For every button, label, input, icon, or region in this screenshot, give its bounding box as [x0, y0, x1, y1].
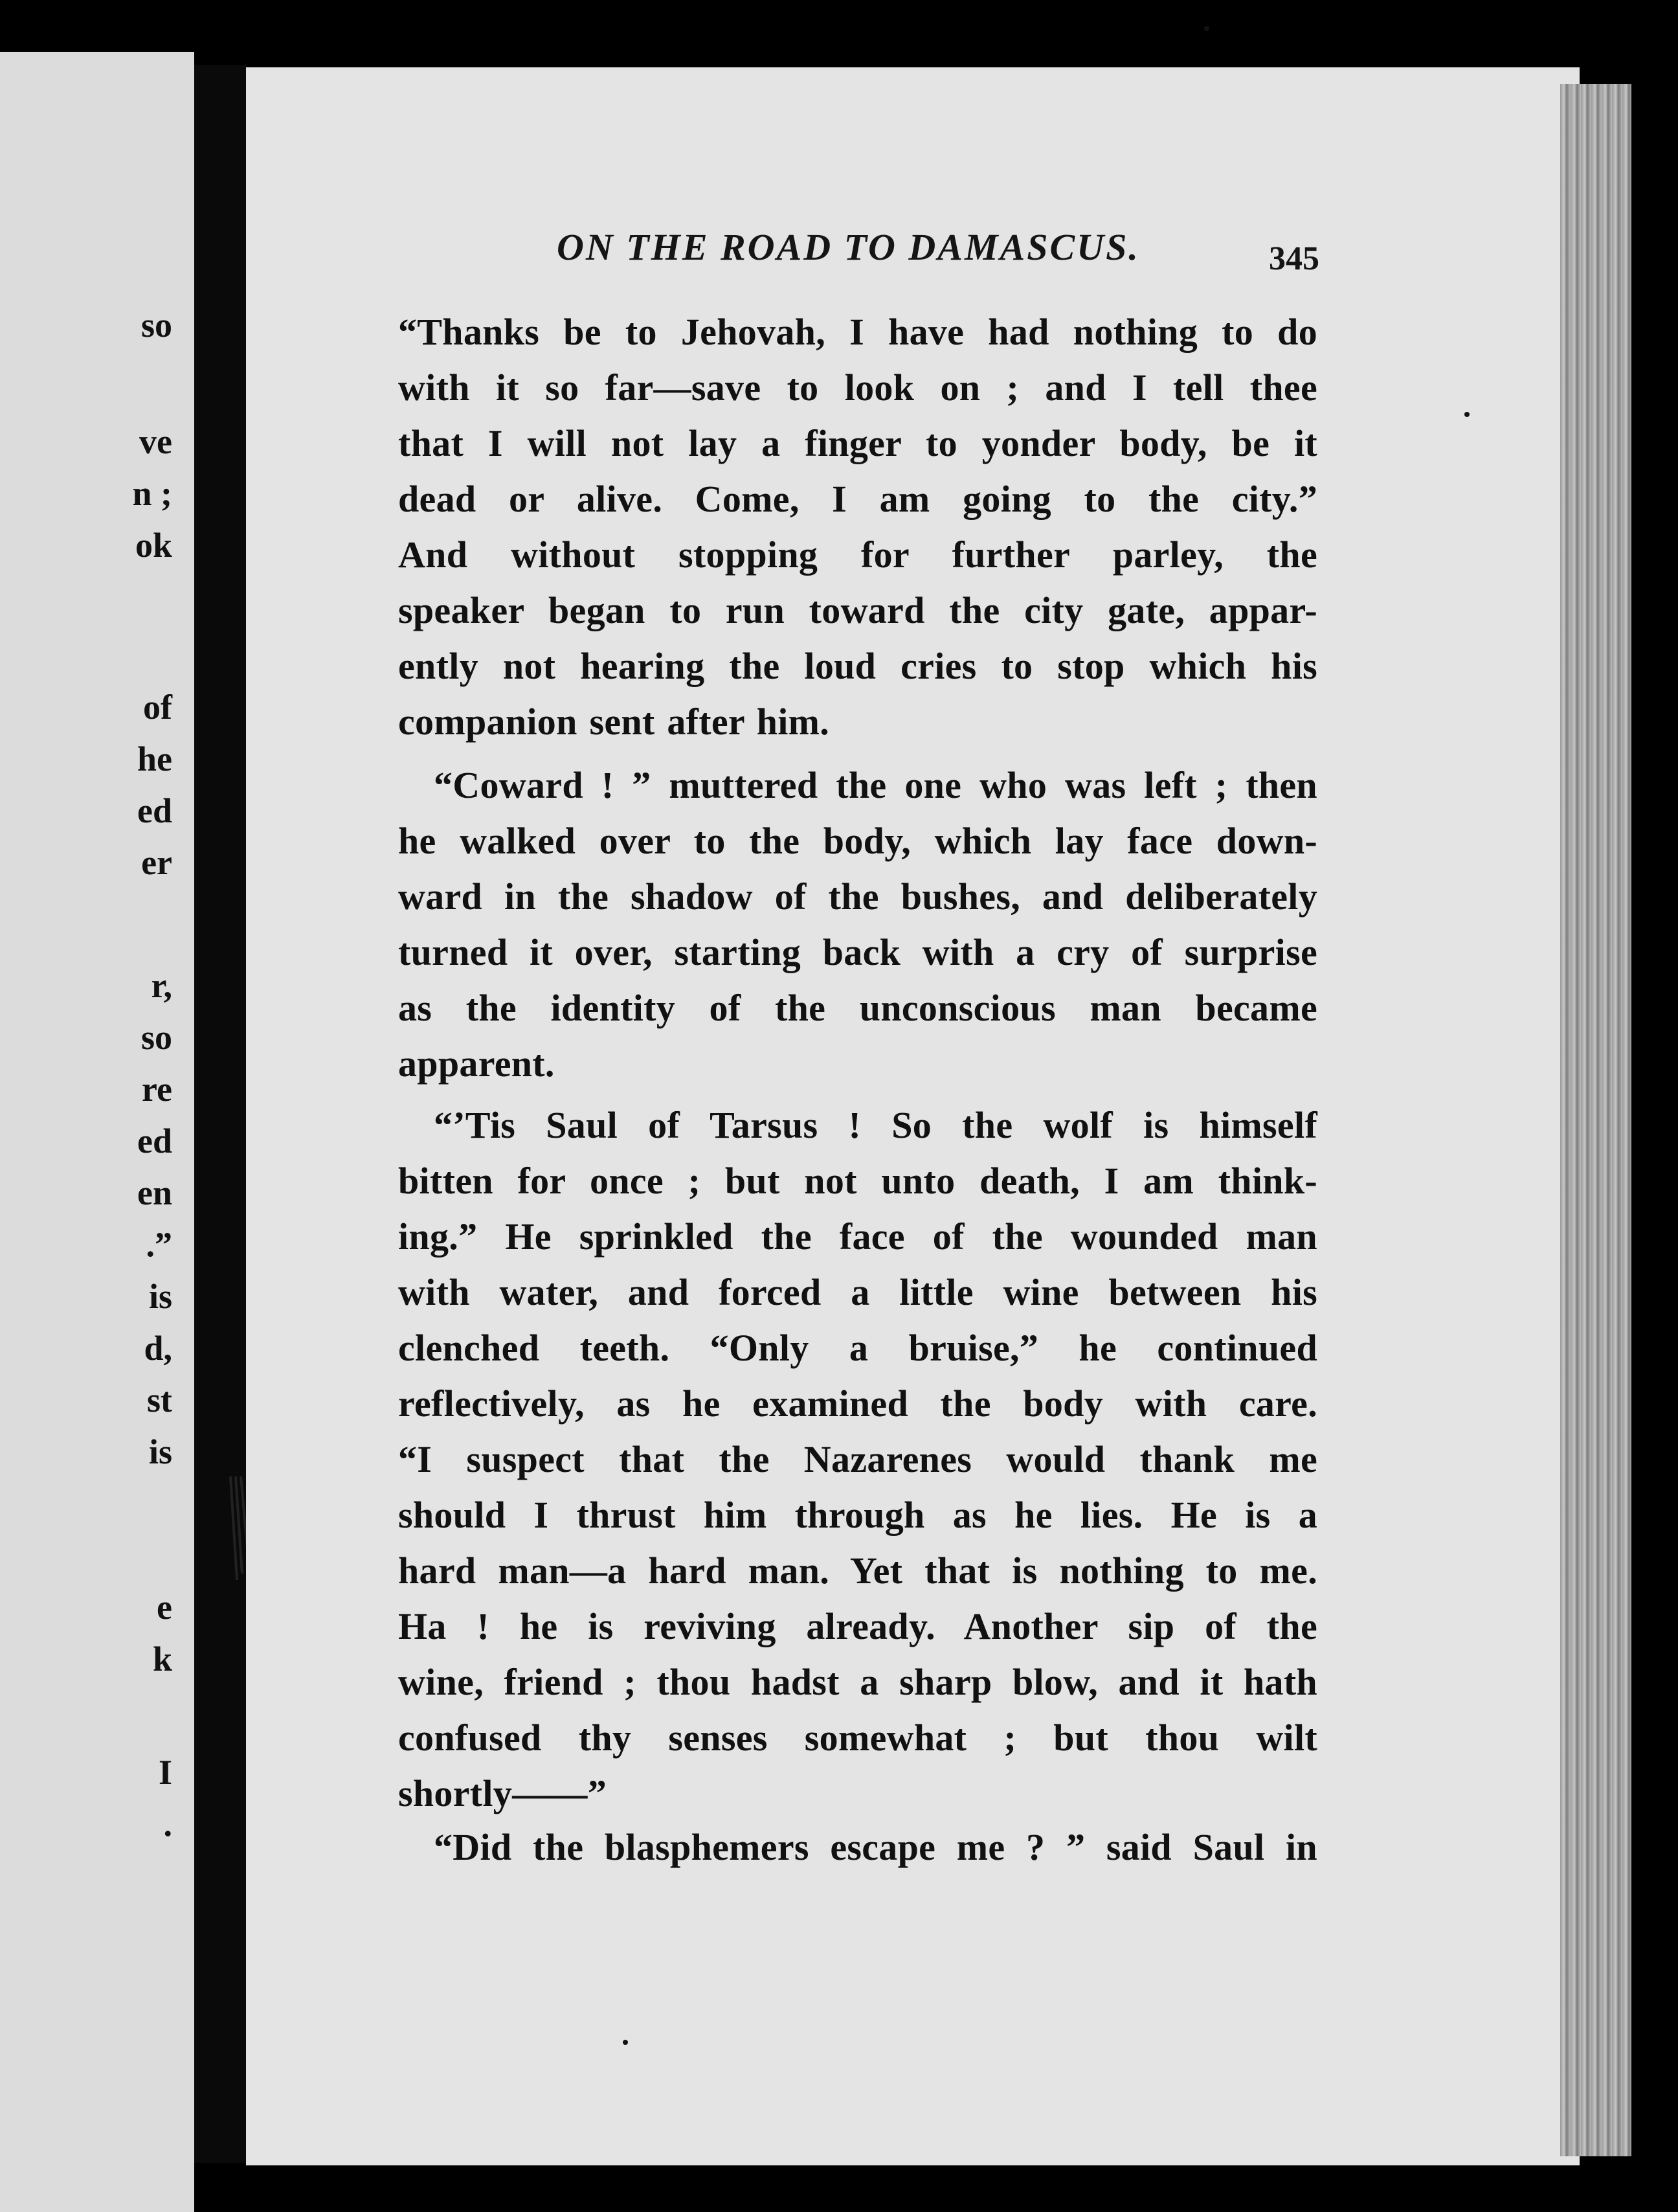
- left-fragment: .: [163, 1805, 172, 1844]
- left-fragment: er: [141, 843, 172, 882]
- left-fragment: of: [143, 688, 172, 727]
- text-line: And without stopping for further parley, the: [398, 534, 1317, 576]
- text-line: confused thy senses somewhat ; but thou wilt: [398, 1717, 1317, 1759]
- text-line: as the identity of the unconscious man became: [398, 987, 1317, 1029]
- text-line: companion sent after him.: [398, 701, 830, 743]
- text-line: apparent.: [398, 1043, 555, 1085]
- left-fragment: en: [137, 1173, 172, 1212]
- left-fragment: d,: [144, 1329, 172, 1368]
- page-number: 345: [1269, 240, 1319, 277]
- text-line: hard man—a hard man. Yet that is nothing to me.: [398, 1550, 1317, 1592]
- text-line: wine, friend ; thou hadst a sharp blow, and it hath: [398, 1661, 1317, 1703]
- text-line: ently not hearing the loud cries to stop which his: [398, 645, 1317, 687]
- left-fragment: e: [157, 1588, 172, 1627]
- running-head: ON THE ROAD TO DAMASCUS.: [557, 226, 1140, 268]
- page-edges: [1560, 84, 1631, 2156]
- left-fragment: k: [152, 1640, 172, 1678]
- left-fragment: ed: [137, 1122, 172, 1160]
- speck: [1464, 412, 1470, 417]
- paragraph-2: [398, 758, 1317, 1092]
- text-line: “Thanks be to Jehovah, I have had nothing to do: [398, 311, 1317, 353]
- left-fragment: re: [142, 1070, 172, 1109]
- text-line: with it so far—save to look on ; and I tell thee: [398, 367, 1317, 409]
- text-line: bitten for once ; but not unto death, I am think-: [398, 1160, 1317, 1202]
- left-fragment: ve: [139, 422, 172, 461]
- paragraph-1: [398, 304, 1317, 750]
- text-line: “Coward ! ” muttered the one who was left ; then: [434, 764, 1317, 806]
- text-line: he walked over to the body, which lay face down-: [398, 820, 1317, 862]
- text-line: ing.” He sprinkled the face of the wounded man: [398, 1215, 1317, 1258]
- left-fragment: r,: [151, 966, 172, 1005]
- speck: [1204, 26, 1209, 31]
- left-fragment: ed: [137, 791, 172, 830]
- text-line: turned it over, starting back with a cry of surprise: [398, 931, 1317, 973]
- left-fragment: so: [140, 306, 172, 344]
- left-fragment: so: [140, 1018, 172, 1057]
- text-line: reflectively, as he examined the body with care.: [398, 1382, 1317, 1425]
- text-line: “I suspect that the Nazarenes would thank me: [398, 1438, 1317, 1480]
- text-line: shortly——”: [398, 1772, 607, 1814]
- text-line: Ha ! he is reviving already. Another sip of the: [398, 1605, 1317, 1647]
- speck: [623, 2040, 628, 2045]
- text-line: “’Tis Saul of Tarsus ! So the wolf is himself: [434, 1104, 1317, 1146]
- left-fragment: is: [148, 1277, 172, 1316]
- left-fragment: I: [158, 1753, 172, 1792]
- paragraph-4: [398, 1820, 1317, 1875]
- text-line: speaker began to run toward the city gate, appar-: [398, 589, 1317, 631]
- paragraph-3: [398, 1098, 1317, 1822]
- left-fragment: .”: [146, 1225, 172, 1264]
- text-line: ward in the shadow of the bushes, and deliberately: [398, 875, 1317, 918]
- book-gutter: [194, 65, 246, 2163]
- left-fragment: he: [137, 739, 172, 778]
- left-fragment: is: [148, 1432, 172, 1471]
- left-fragment: n ;: [132, 474, 172, 513]
- text-line: clenched teeth. “Only a bruise,” he continued: [398, 1327, 1317, 1369]
- left-fragment: st: [147, 1381, 172, 1419]
- text-line: dead or alive. Come, I am going to the city.”: [398, 478, 1317, 520]
- text-line: should I thrust him through as he lies. He is a: [398, 1494, 1317, 1536]
- left-facing-page: [0, 52, 194, 2212]
- text-line: with water, and forced a little wine between his: [398, 1271, 1317, 1313]
- text-line: that I will not lay a finger to yonder body, be it: [398, 422, 1317, 464]
- text-line: “Did the blasphemers escape me ? ” said Saul in: [434, 1826, 1317, 1868]
- left-page-text-fragments: [0, 52, 194, 2212]
- left-fragment: ok: [135, 526, 172, 565]
